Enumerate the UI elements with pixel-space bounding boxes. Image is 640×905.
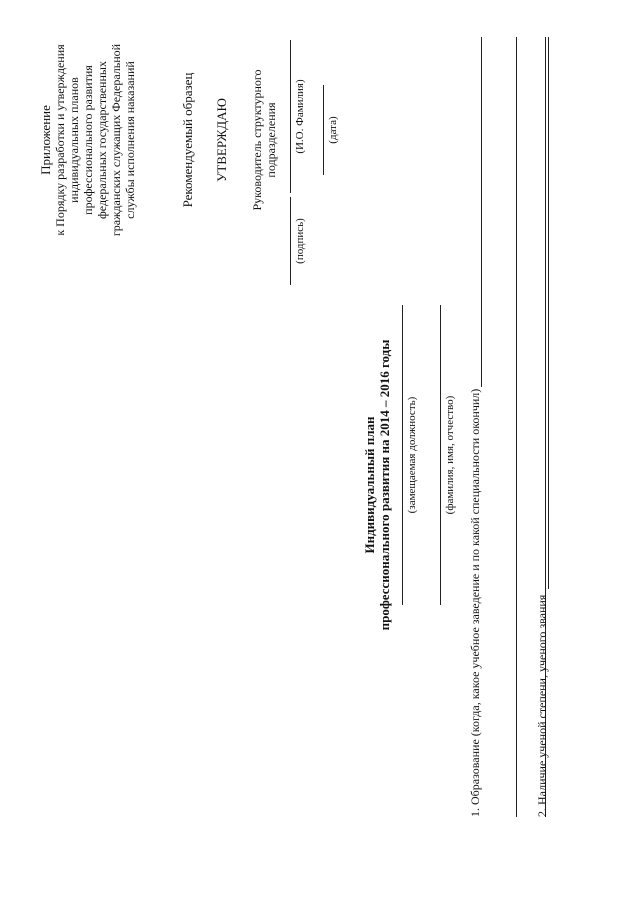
plan-title xyxy=(362,215,392,755)
position-line xyxy=(402,305,403,605)
fullname-caption: (фамилия, имя, отчество) xyxy=(444,395,456,515)
signature-caption: (подпись) xyxy=(294,218,306,264)
appendix-line-1: к Порядку разработки и утверждения xyxy=(53,44,67,236)
degree-item xyxy=(535,37,549,817)
recommended-sample-label: Рекомендуемый образец xyxy=(180,72,195,208)
signature-line xyxy=(290,197,291,285)
appendix-line-6: службы исполнения наказаний xyxy=(123,61,137,219)
plan-title-line-2: профессионального развития на 2014 – 2016 годы xyxy=(377,339,392,631)
approve-role-line-1: Руководитель структурного xyxy=(250,69,264,211)
degree-fill-line xyxy=(547,37,549,589)
appendix-line-5: гражданских служащих Федеральной xyxy=(109,43,123,237)
position-caption: (замещаемая должность) xyxy=(406,396,418,514)
appendix-line-4: федеральных государственных xyxy=(95,61,109,219)
name-caption: (И.О. Фамилия) xyxy=(294,79,306,154)
date-line xyxy=(323,85,324,175)
education-label: 1. Образование (когда, какое учебное заведение и по какой специальности окончил) xyxy=(468,388,482,817)
date-caption: (дата) xyxy=(327,116,339,144)
approve-role xyxy=(250,20,278,260)
appendix-line-3: профессионального развития xyxy=(81,65,95,215)
education-line-2 xyxy=(516,37,517,817)
education-item xyxy=(468,37,482,817)
name-line xyxy=(290,40,291,193)
approve-role-line-2: подразделения xyxy=(264,102,278,178)
education-fill-line xyxy=(480,37,482,387)
plan-title-line-1: Индивидуальный план xyxy=(362,416,377,554)
fullname-line xyxy=(440,305,441,605)
appendix-block xyxy=(38,20,137,260)
appendix-line-2: индивидуальных планов xyxy=(67,77,81,203)
approve-title: УТВЕРЖДАЮ xyxy=(214,98,229,182)
degree-label: 2. Наличие ученой степени, ученого звания xyxy=(535,594,549,817)
appendix-title: Приложение xyxy=(38,105,53,175)
